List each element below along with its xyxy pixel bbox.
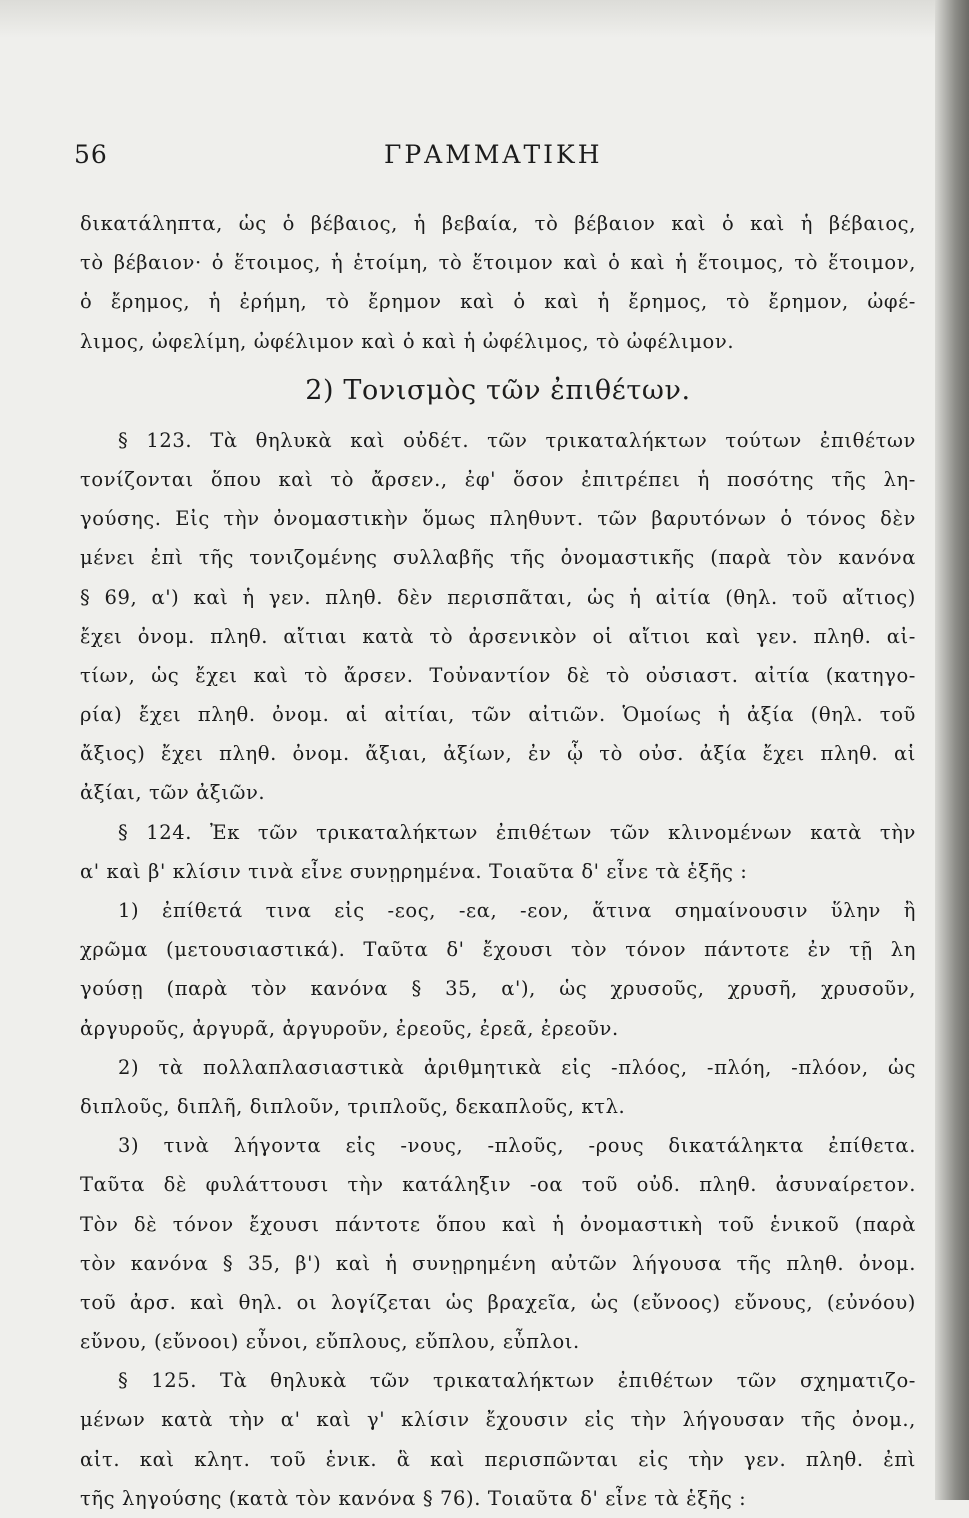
text-line: αἰτ. καὶ κλητ. τοῦ ἑνικ. ἃ καὶ περισπῶνται εἰς τὴν γεν. πληθ. ἐπὶ <box>80 1447 916 1471</box>
running-head: ΓΡΑΜΜΑΤΙΚΗ <box>384 140 603 169</box>
text-line: χρῶμα (μετουσιαστικά). Ταῦτα δ' ἔχουσι τὸν τόνον πάντοτε ἐν τῇ λη <box>80 938 916 962</box>
page-number: 56 <box>74 140 108 169</box>
text-line: τονίζονται ὅπου καὶ τὸ ἄρσεν., ἐφ' ὅσον ἐπιτρέπει ἡ ποσότης τῆς λη- <box>80 467 916 491</box>
text-line: α' καὶ β' κλίσιν τινὰ εἶνε συνῃρημένα. Τοιαῦτα δ' εἶνε τὰ ἑξῆς : <box>80 859 748 883</box>
text-line: τῆς ληγούσης (κατὰ τὸν κανόνα § 76). Τοιαῦτα δ' εἶνε τὰ ἑξῆς : <box>80 1486 747 1510</box>
text-line: ὁ ἔρημος, ἡ ἐρήμη, τὸ ἔρημον καὶ ὁ καὶ ἡ ἔρημος, τὸ ἔρημον, ὠφέ- <box>80 290 916 314</box>
text-line: μένει ἐπὶ τῆς τονιζομένης συλλαβῆς τῆς ὀνομαστικῆς (παρὰ τὸν κανόνα <box>80 546 916 570</box>
text-line: ἀργυροῦς, ἀργυρᾶ, ἀργυροῦν, ἐρεοῦς, ἐρεᾶ, ἐρεοῦν. <box>80 1016 619 1040</box>
text-line: ἔχει ὀνομ. πληθ. αἴτιαι κατὰ τὸ ἀρσενικὸν οἱ αἴτιοι καὶ γεν. πληθ. αἰ- <box>80 624 916 648</box>
text-line: § 69, α') καὶ ἡ γεν. πληθ. δὲν περισπᾶται, ὡς ἡ αἰτία (θηλ. τοῦ αἴτιος) <box>80 585 916 609</box>
list-item-start: 1) ἐπίθετά τινα εἰς -εος, -εα, -εον, ἅτινα σημαίνουσιν ὕλην ἢ <box>118 899 916 922</box>
text-line: τὸ βέβαιον· ὁ ἕτοιμος, ἡ ἑτοίμη, τὸ ἕτοιμον καὶ ὁ καὶ ἡ ἕτοιμος, τὸ ἕτοιμον, <box>80 251 916 275</box>
page-edge-shadow <box>935 0 969 1500</box>
text-line: τίων, ὡς ἔχει καὶ τὸ ἄρσεν. Τοὐναντίον δὲ τὸ οὐσιαστ. αἰτία (κατηγο- <box>80 663 916 687</box>
list-item-start: 2) τὰ πολλαπλασιαστικὰ ἀριθμητικὰ εἰς -πλόος, -πλόη, -πλόον, ὡς <box>118 1055 916 1079</box>
paragraph-start: § 125. Τὰ θηλυκὰ τῶν τρικαταλήκτων ἐπιθέτων τῶν σχηματιζο- <box>118 1369 916 1393</box>
list-item-start: 3) τινὰ λήγοντα εἰς -νους, -πλοῦς, -ρους δικατάληκτα ἐπίθετα. <box>118 1134 916 1158</box>
text-line: γούσῃ (παρὰ τὸν κανόνα § 35, α'), ὡς χρυσοῦς, χρυσῆ, χρυσοῦν, <box>80 977 916 1001</box>
text-line: τοῦ ἀρσ. καὶ θηλ. οι λογίζεται ὡς βραχεῖα, ὡς (εὔνοος) εὔνους, (εὐνόου) <box>80 1290 916 1314</box>
page-header <box>74 140 924 184</box>
text-line: Τὸν δὲ τόνον ἔχουσι πάντοτε ὅπου καὶ ἡ ὀνομαστικὴ τοῦ ἑνικοῦ (παρὰ <box>80 1212 916 1236</box>
section-heading: 2) Τονισμὸς τῶν ἐπιθέτων. <box>305 374 691 406</box>
text-line: γούσης. Εἰς τὴν ὀνομαστικὴν ὅμως πληθυντ. τῶν βαρυτόνων ὁ τόνος δὲν <box>80 507 916 531</box>
paragraph-start: § 124. Ἐκ τῶν τρικαταλήκτων ἐπιθέτων τῶν κλινομένων κατὰ τὴν <box>118 820 916 844</box>
body-text <box>80 204 916 1518</box>
paragraph-start: § 123. Τὰ θηλυκὰ καὶ οὐδέτ. τῶν τρικαταλήκτων τούτων ἐπιθέτων <box>118 428 916 452</box>
page-top-shadow <box>0 0 969 38</box>
text-line: διπλοῦς, διπλῆ, διπλοῦν, τριπλοῦς, δεκαπλοῦς, κτλ. <box>80 1094 626 1118</box>
text-line: δικατάληπτα, ὡς ὁ βέβαιος, ἡ βεβαία, τὸ βέβαιον καὶ ὁ καὶ ἡ βέβαιος, <box>80 212 916 235</box>
text-line: Ταῦτα δὲ φυλάττουσι τὴν κατάληξιν -οα τοῦ οὐδ. πληθ. ἀσυναίρετον. <box>80 1173 916 1197</box>
text-line: τὸν κανόνα § 35, β') καὶ ἡ συνῃρημένη αὐτῶν λήγουσα τῆς πληθ. ὀνομ. <box>80 1251 916 1275</box>
text-line: ἀξίαι, τῶν ἀξιῶν. <box>80 781 266 805</box>
text-line: ρία) ἔχει πληθ. ὀνομ. αἱ αἰτίαι, τῶν αἰτιῶν. Ὁμοίως ἡ ἀξία (θηλ. τοῦ <box>80 703 916 727</box>
text-line: μένων κατὰ τὴν α' καὶ γ' κλίσιν ἔχουσιν εἰς τὴν λήγουσαν τῆς ὀνομ., <box>80 1408 916 1432</box>
text-line: λιμος, ὠφελίμη, ὠφέλιμον καὶ ὁ καὶ ἡ ὠφέλιμος, τὸ ὠφέλιμον. <box>80 329 735 353</box>
text-line: εὔνου, (εὔνοοι) εὖνοι, εὔπλους, εὔπλου, εὖπλοι. <box>80 1330 580 1354</box>
text-line: ἄξιος) ἔχει πληθ. ὀνομ. ἄξιαι, ἀξίων, ἐν ᾧ τὸ οὐσ. ἀξία ἔχει πληθ. αἱ <box>80 742 916 766</box>
